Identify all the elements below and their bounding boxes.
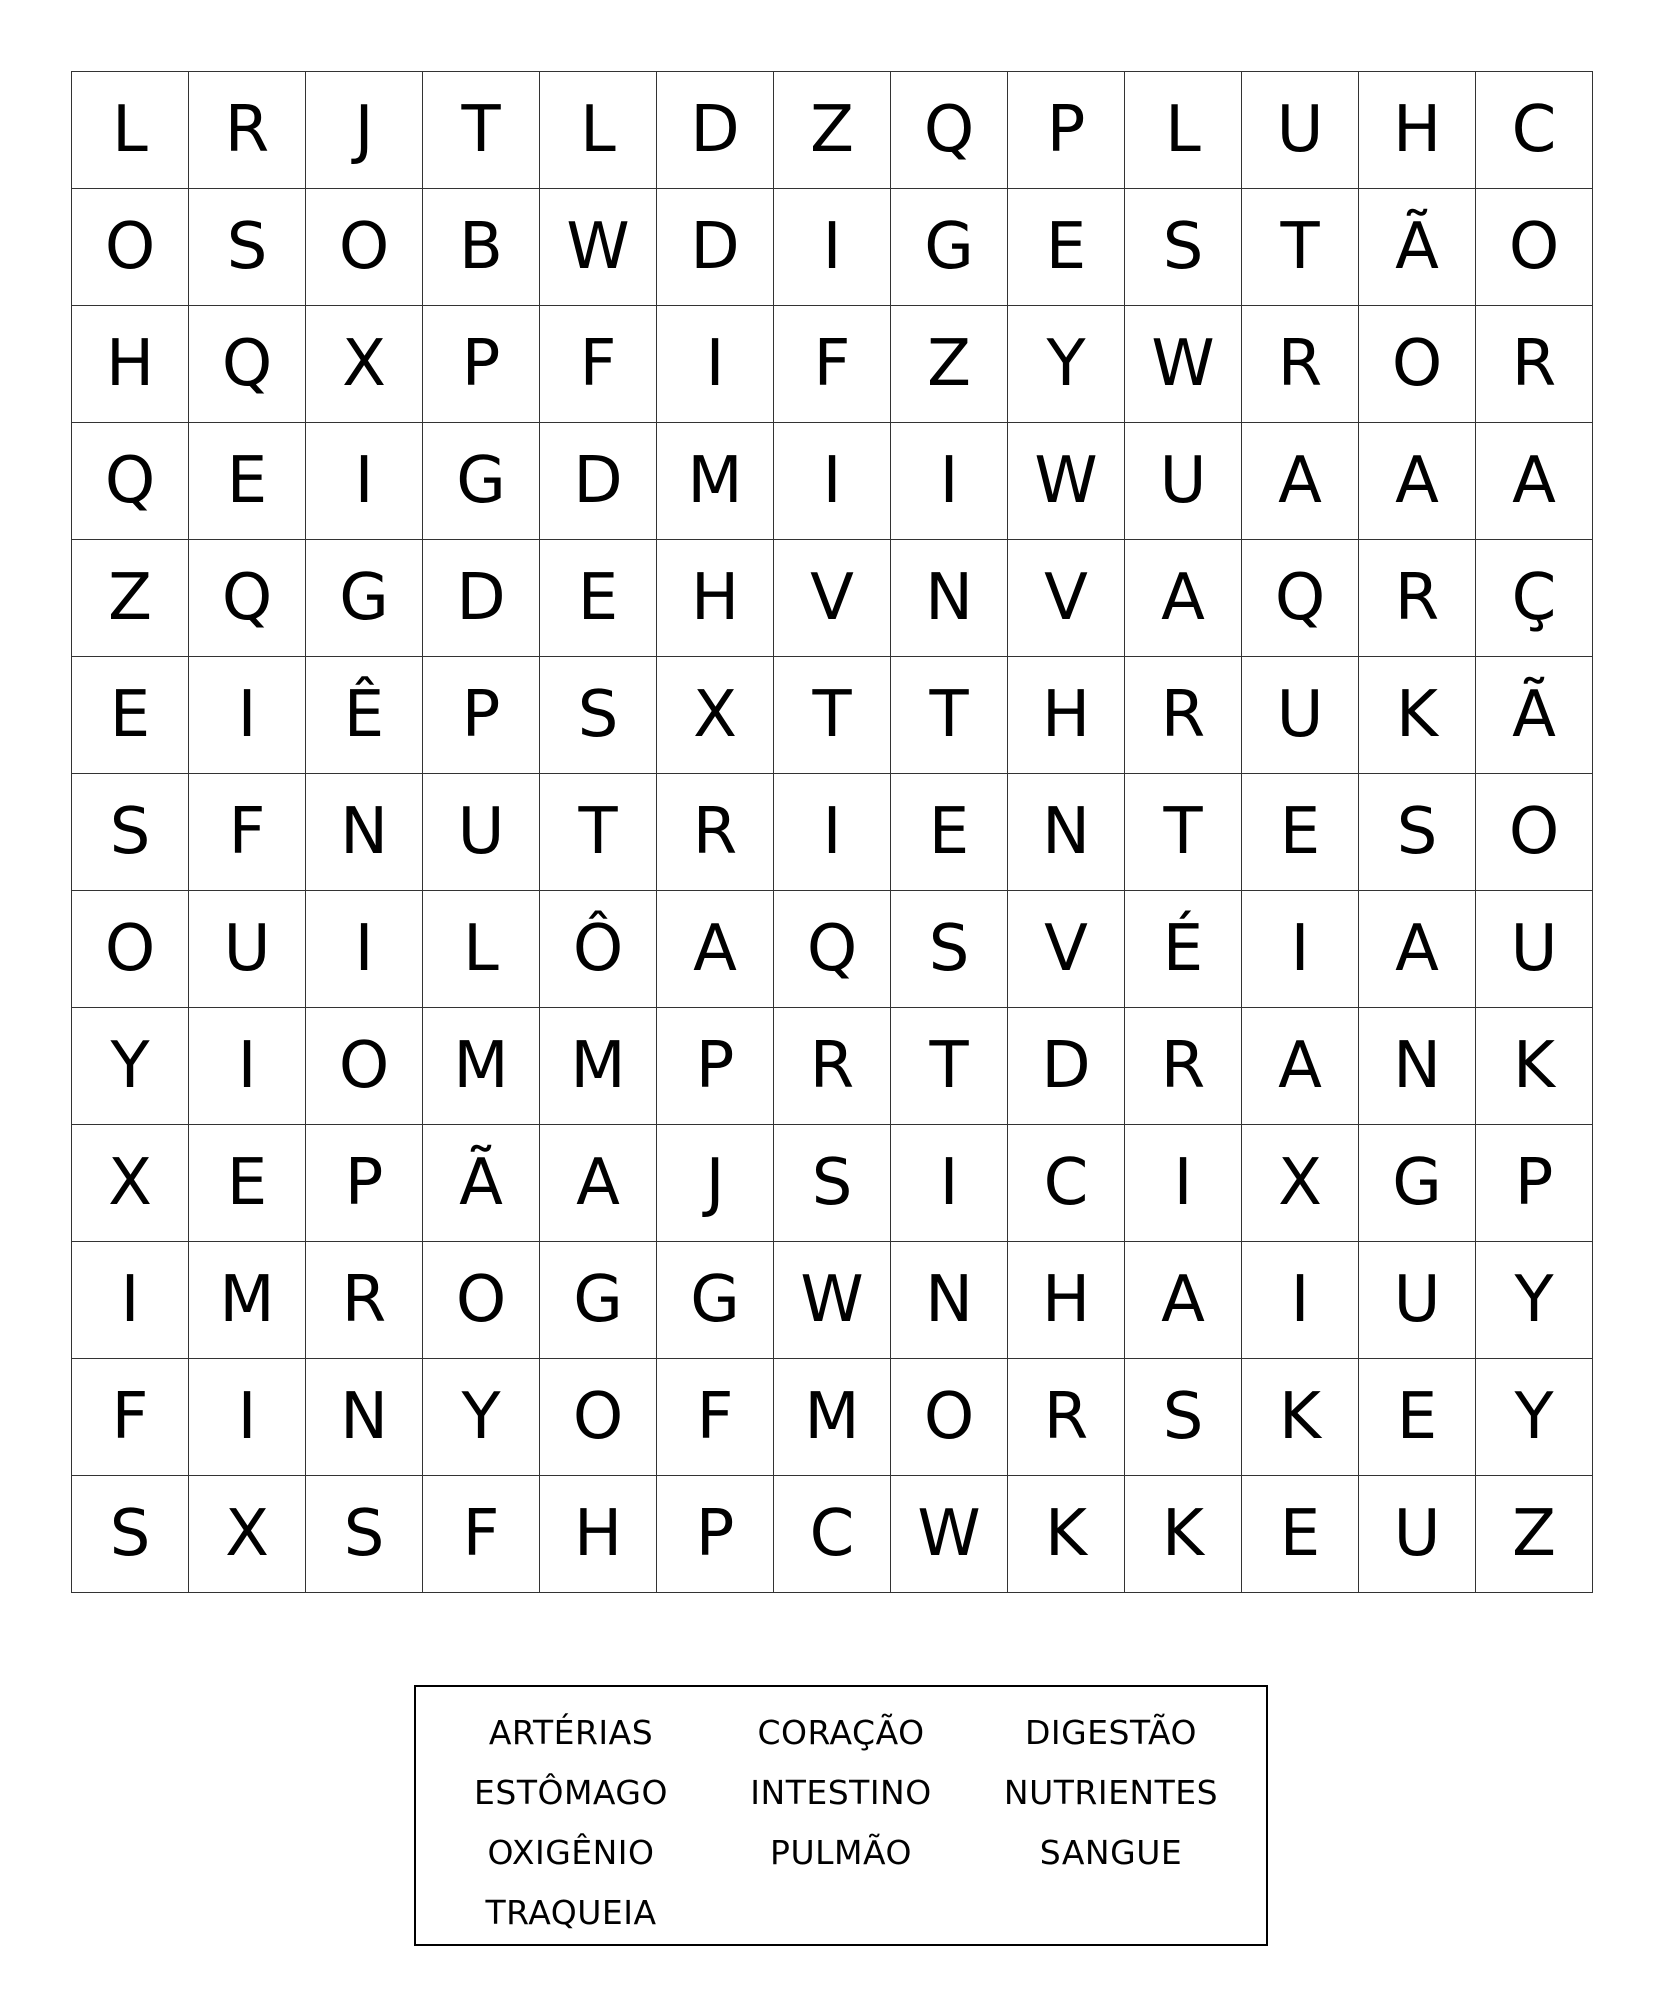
grid-row [72, 423, 1593, 540]
grid-cell[interactable]: M [189, 1242, 306, 1359]
grid-row [72, 189, 1593, 306]
grid-cell[interactable]: J [657, 1125, 774, 1242]
grid-row [72, 774, 1593, 891]
grid-cell[interactable]: W [891, 1476, 1008, 1593]
grid-cell[interactable]: P [423, 657, 540, 774]
grid-cell[interactable]: R [1125, 657, 1242, 774]
grid-cell[interactable]: Z [891, 306, 1008, 423]
grid-cell[interactable]: O [540, 1359, 657, 1476]
grid-cell[interactable]: R [1125, 1008, 1242, 1125]
grid-cell[interactable]: F [189, 774, 306, 891]
grid-cell[interactable]: Ã [1476, 657, 1593, 774]
grid-cell[interactable]: N [1359, 1008, 1476, 1125]
grid-cell[interactable]: C [1476, 72, 1593, 189]
grid-cell[interactable]: I [189, 1008, 306, 1125]
grid-cell[interactable]: G [540, 1242, 657, 1359]
grid-row [72, 1476, 1593, 1593]
grid-row [72, 540, 1593, 657]
grid-cell[interactable]: R [774, 1008, 891, 1125]
grid-cell[interactable]: S [1359, 774, 1476, 891]
word-list-item: DIGESTÃO [1024, 1713, 1198, 1752]
grid-cell[interactable]: Ç [1476, 540, 1593, 657]
grid-cell[interactable]: M [774, 1359, 891, 1476]
grid-cell[interactable]: A [1125, 1242, 1242, 1359]
grid-cell[interactable]: V [1008, 891, 1125, 1008]
grid-cell[interactable]: X [72, 1125, 189, 1242]
grid-cell[interactable]: X [657, 657, 774, 774]
grid-cell[interactable]: L [423, 891, 540, 1008]
grid-cell[interactable]: H [1008, 1242, 1125, 1359]
grid-cell[interactable]: X [306, 306, 423, 423]
grid-cell[interactable]: L [540, 72, 657, 189]
grid-cell[interactable]: J [306, 72, 423, 189]
grid-cell[interactable]: I [891, 1125, 1008, 1242]
word-list-item: OXIGÊNIO [487, 1833, 655, 1872]
grid-cell[interactable]: C [1008, 1125, 1125, 1242]
grid-cell[interactable]: U [1125, 423, 1242, 540]
grid-cell[interactable]: S [1125, 1359, 1242, 1476]
grid-cell[interactable]: G [657, 1242, 774, 1359]
grid-cell[interactable]: S [540, 657, 657, 774]
grid-cell[interactable]: T [891, 1008, 1008, 1125]
grid-cell[interactable]: R [1359, 540, 1476, 657]
grid-cell[interactable]: É [1125, 891, 1242, 1008]
grid-cell[interactable]: D [423, 540, 540, 657]
grid-cell[interactable]: O [72, 891, 189, 1008]
grid-cell[interactable]: S [891, 891, 1008, 1008]
grid-cell[interactable]: I [774, 423, 891, 540]
grid-cell[interactable]: E [1242, 1476, 1359, 1593]
word-list-item: TRAQUEIA [485, 1893, 657, 1932]
grid-cell[interactable]: I [1242, 891, 1359, 1008]
grid-cell[interactable]: T [1242, 189, 1359, 306]
grid-cell[interactable]: V [1008, 540, 1125, 657]
grid-row [72, 657, 1593, 774]
grid-cell[interactable]: N [891, 1242, 1008, 1359]
grid-cell[interactable]: O [423, 1242, 540, 1359]
grid-cell[interactable]: D [657, 189, 774, 306]
grid-cell[interactable]: F [774, 306, 891, 423]
grid-cell[interactable]: C [774, 1476, 891, 1593]
grid-cell[interactable]: K [1359, 657, 1476, 774]
grid-cell[interactable]: Q [774, 891, 891, 1008]
grid-cell[interactable]: P [1008, 72, 1125, 189]
grid-cell[interactable]: I [306, 891, 423, 1008]
grid-cell[interactable]: Ã [423, 1125, 540, 1242]
grid-cell[interactable]: R [1008, 1359, 1125, 1476]
grid-cell[interactable]: H [72, 306, 189, 423]
grid-cell[interactable]: Z [72, 540, 189, 657]
grid-cell[interactable]: Y [1476, 1359, 1593, 1476]
grid-row [72, 1242, 1593, 1359]
grid-cell[interactable]: Z [774, 72, 891, 189]
grid-cell[interactable]: W [1125, 306, 1242, 423]
grid-cell[interactable]: I [189, 1359, 306, 1476]
grid-cell[interactable]: Y [1476, 1242, 1593, 1359]
grid-cell[interactable]: G [306, 540, 423, 657]
grid-cell[interactable]: F [423, 1476, 540, 1593]
grid-cell[interactable]: T [1125, 774, 1242, 891]
grid-cell[interactable]: A [1359, 891, 1476, 1008]
grid-cell[interactable]: Y [1008, 306, 1125, 423]
grid-cell[interactable]: K [1476, 1008, 1593, 1125]
grid-cell[interactable]: E [1359, 1359, 1476, 1476]
grid-cell[interactable]: I [189, 657, 306, 774]
grid-cell[interactable]: E [189, 1125, 306, 1242]
grid-cell[interactable]: R [657, 774, 774, 891]
grid-cell[interactable]: A [540, 1125, 657, 1242]
grid-cell[interactable]: I [891, 423, 1008, 540]
word-search-grid [71, 71, 1593, 1593]
grid-cell[interactable]: X [189, 1476, 306, 1593]
grid-cell[interactable]: T [423, 72, 540, 189]
grid-cell[interactable]: Q [891, 72, 1008, 189]
grid-cell[interactable]: S [189, 189, 306, 306]
grid-cell[interactable]: G [1359, 1125, 1476, 1242]
grid-cell[interactable]: Z [1476, 1476, 1593, 1593]
grid-cell[interactable]: F [72, 1359, 189, 1476]
word-list-item: CORAÇÃO [757, 1713, 925, 1752]
grid-cell[interactable]: U [1359, 1242, 1476, 1359]
grid-cell[interactable]: H [1008, 657, 1125, 774]
grid-cell[interactable]: Q [189, 306, 306, 423]
grid-cell[interactable]: U [423, 774, 540, 891]
grid-cell[interactable]: O [891, 1359, 1008, 1476]
grid-cell[interactable]: S [1125, 189, 1242, 306]
grid-cell[interactable]: B [423, 189, 540, 306]
grid-cell[interactable]: N [891, 540, 1008, 657]
grid-cell[interactable]: P [1476, 1125, 1593, 1242]
grid-cell[interactable]: E [1008, 189, 1125, 306]
grid-cell[interactable]: G [891, 189, 1008, 306]
grid-cell[interactable]: P [306, 1125, 423, 1242]
grid-cell[interactable]: K [1008, 1476, 1125, 1593]
grid-cell[interactable]: A [1476, 423, 1593, 540]
grid-cell[interactable]: X [1242, 1125, 1359, 1242]
grid-cell[interactable]: Q [189, 540, 306, 657]
grid-row [72, 1359, 1593, 1476]
grid-cell[interactable]: I [306, 423, 423, 540]
grid-cell[interactable]: O [306, 189, 423, 306]
grid-cell[interactable]: I [774, 774, 891, 891]
grid-cell[interactable]: T [540, 774, 657, 891]
grid-cell[interactable]: L [72, 72, 189, 189]
grid-cell[interactable]: F [657, 1359, 774, 1476]
grid-cell[interactable]: E [72, 657, 189, 774]
grid-row [72, 1125, 1593, 1242]
grid-cell[interactable]: H [540, 1476, 657, 1593]
grid-cell[interactable]: I [774, 189, 891, 306]
grid-cell[interactable]: I [1125, 1125, 1242, 1242]
grid-cell[interactable]: A [1125, 540, 1242, 657]
grid-row [72, 1008, 1593, 1125]
grid-cell[interactable]: L [1125, 72, 1242, 189]
grid-cell[interactable]: W [540, 189, 657, 306]
grid-cell[interactable]: P [657, 1476, 774, 1593]
grid-cell[interactable]: Ã [1359, 189, 1476, 306]
grid-cell[interactable]: U [189, 891, 306, 1008]
grid-cell[interactable]: E [1242, 774, 1359, 891]
grid-cell[interactable]: S [774, 1125, 891, 1242]
word-list-item: INTESTINO [750, 1773, 932, 1812]
grid-cell[interactable]: S [306, 1476, 423, 1593]
grid-cell[interactable]: Q [1242, 540, 1359, 657]
grid-cell[interactable]: E [891, 774, 1008, 891]
grid-cell[interactable]: U [1242, 72, 1359, 189]
grid-cell[interactable]: N [1008, 774, 1125, 891]
grid-cell[interactable]: N [306, 774, 423, 891]
grid-cell[interactable]: N [306, 1359, 423, 1476]
grid-cell[interactable]: R [1476, 306, 1593, 423]
grid-cell[interactable]: P [657, 1008, 774, 1125]
word-list-box [414, 1685, 1268, 1946]
grid-cell[interactable]: A [1359, 423, 1476, 540]
grid-cell[interactable]: H [1359, 72, 1476, 189]
grid-cell[interactable]: T [891, 657, 1008, 774]
grid-cell[interactable]: E [540, 540, 657, 657]
grid-cell[interactable]: G [423, 423, 540, 540]
grid-cell[interactable]: O [1476, 189, 1593, 306]
grid-cell[interactable]: O [72, 189, 189, 306]
grid-cell[interactable]: Ô [540, 891, 657, 1008]
grid-cell[interactable]: I [1242, 1242, 1359, 1359]
word-list-item: PULMÃO [770, 1833, 912, 1872]
grid-cell[interactable]: T [774, 657, 891, 774]
grid-cell[interactable]: F [540, 306, 657, 423]
grid-cell[interactable]: E [189, 423, 306, 540]
grid-cell[interactable]: U [1359, 1476, 1476, 1593]
grid-cell[interactable]: O [1359, 306, 1476, 423]
grid-row [72, 72, 1593, 189]
grid-row [72, 306, 1593, 423]
grid-cell[interactable]: R [306, 1242, 423, 1359]
grid-cell[interactable]: S [72, 774, 189, 891]
grid-cell[interactable]: M [423, 1008, 540, 1125]
grid-cell[interactable]: U [1242, 657, 1359, 774]
grid-cell[interactable]: P [423, 306, 540, 423]
grid-cell[interactable]: A [657, 891, 774, 1008]
grid-cell[interactable]: W [774, 1242, 891, 1359]
grid-cell[interactable]: D [540, 423, 657, 540]
grid-cell[interactable]: M [540, 1008, 657, 1125]
grid-cell[interactable]: D [657, 72, 774, 189]
grid-cell[interactable]: Y [72, 1008, 189, 1125]
grid-cell[interactable]: A [1242, 423, 1359, 540]
word-list-item: NUTRIENTES [1003, 1773, 1219, 1812]
grid-cell[interactable]: I [72, 1242, 189, 1359]
grid-cell[interactable]: O [306, 1008, 423, 1125]
word-list-item: ESTÔMAGO [474, 1773, 668, 1812]
grid-cell[interactable]: V [774, 540, 891, 657]
grid-cell[interactable]: R [1242, 306, 1359, 423]
grid-cell[interactable]: Ê [306, 657, 423, 774]
grid-cell[interactable]: D [1008, 1008, 1125, 1125]
grid-cell[interactable]: A [1242, 1008, 1359, 1125]
grid-cell[interactable]: Q [72, 423, 189, 540]
word-list-item: SANGUE [1039, 1833, 1183, 1872]
grid-cell[interactable]: R [189, 72, 306, 189]
grid-cell[interactable]: O [1476, 774, 1593, 891]
grid-cell[interactable]: K [1125, 1476, 1242, 1593]
grid-row [72, 891, 1593, 1008]
grid-cell[interactable]: Y [423, 1359, 540, 1476]
word-list-item: ARTÉRIAS [488, 1713, 654, 1752]
grid-cell[interactable]: I [657, 306, 774, 423]
grid-cell[interactable]: H [657, 540, 774, 657]
grid-cell[interactable]: U [1476, 891, 1593, 1008]
grid-cell[interactable]: S [72, 1476, 189, 1593]
grid-cell[interactable]: M [657, 423, 774, 540]
grid-cell[interactable]: W [1008, 423, 1125, 540]
grid-cell[interactable]: K [1242, 1359, 1359, 1476]
